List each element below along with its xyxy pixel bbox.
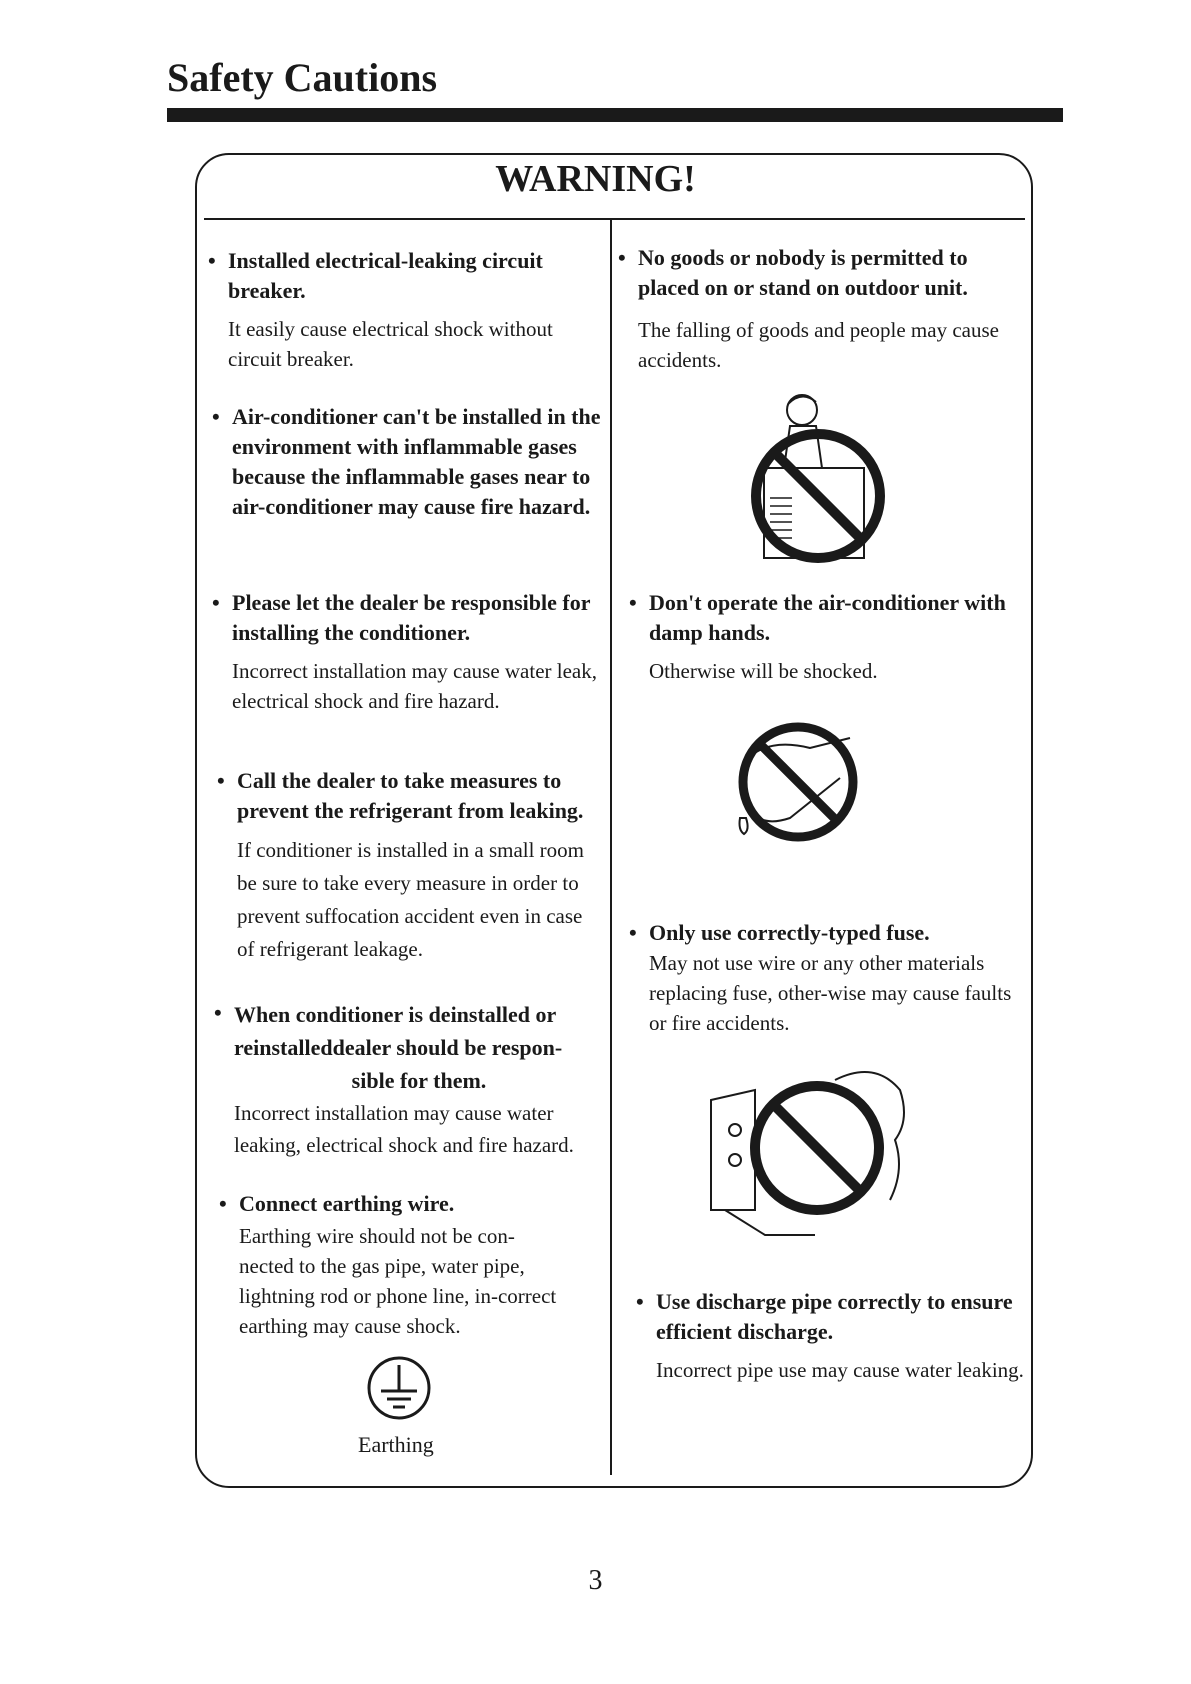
warning-item-fuse	[629, 918, 1024, 1038]
bullet: •	[214, 1000, 222, 1025]
item-heading-continued: sible for them.	[351, 1068, 487, 1093]
item-description: It easily cause electrical shock without circuit breaker.	[228, 317, 553, 371]
item-description: The falling of goods and people may cause accidents.	[638, 318, 999, 372]
item-description: Otherwise will be shocked.	[649, 659, 878, 683]
item-heading: Only use correctly-typed fuse.	[649, 920, 930, 945]
item-heading: No goods or nobody is permitted to placed on or stand on outdoor unit.	[638, 245, 968, 300]
warning-item-dealer-install	[212, 588, 607, 716]
warning-item-damp-hands	[629, 588, 1019, 686]
item-description: If conditioner is installed in a small room be sure to take every measure in order to prevent suffocation accident even in case of refrigerant leakage.	[237, 838, 585, 961]
earthing-caption: Earthing	[358, 1432, 434, 1457]
no-damp-hands-illustration	[730, 718, 880, 848]
bullet: •	[219, 1191, 227, 1216]
item-heading: Don't operate the air-conditioner with damp hands.	[649, 590, 1006, 645]
warning-item-inflammable-gases	[212, 402, 607, 522]
warning-item-earthing	[219, 1189, 569, 1341]
bullet: •	[636, 1289, 644, 1314]
item-heading: Connect earthing wire.	[239, 1191, 455, 1216]
page-number: 3	[588, 1565, 603, 1596]
item-heading: Please let the dealer be responsible for installing the conditioner.	[232, 590, 591, 645]
bullet: •	[618, 245, 626, 270]
no-wire-fuse-illustration	[705, 1060, 915, 1240]
warning-item-deinstall	[214, 998, 604, 1161]
bullet: •	[208, 248, 216, 273]
item-description: Incorrect pipe use may cause water leaking.	[656, 1358, 1024, 1382]
item-description: Incorrect installation may cause water leak, electrical shock and fire hazard.	[232, 659, 597, 713]
item-heading: Use discharge pipe correctly to ensure efficient discharge.	[656, 1289, 1013, 1344]
warning-heading-rule	[204, 218, 1025, 220]
column-divider	[610, 219, 612, 1475]
item-description: May not use wire or any other materials replacing fuse, other-wise may cause faults or fire accidents.	[649, 951, 1012, 1035]
warning-item-refrigerant-leak	[217, 766, 597, 966]
item-heading: Installed electrical-leaking circuit breaker.	[228, 248, 543, 303]
prohibition-icon	[742, 388, 892, 568]
no-standing-on-unit-illustration	[742, 388, 892, 568]
item-heading: Call the dealer to take measures to prevent the refrigerant from leaking.	[237, 768, 584, 823]
item-description: Earthing wire should not be con-nected to the gas pipe, water pipe, lightning rod or phone line, in-correct earthing may cause shock.	[239, 1224, 557, 1338]
bullet: •	[629, 590, 637, 615]
item-heading: When conditioner is deinstalled or reinstalleddealer should be respon-	[234, 1002, 563, 1060]
earthing-symbol	[366, 1355, 432, 1421]
item-heading: Air-conditioner can't be installed in the environment with inflammable gases because the inflammable gases near to air-conditioner may cause fire hazard.	[232, 404, 601, 519]
page-title: Safety Cautions	[167, 55, 438, 100]
bullet: •	[217, 768, 225, 793]
prohibition-icon	[730, 718, 880, 848]
warning-item-circuit-breaker	[208, 246, 588, 374]
earthing-icon	[366, 1355, 432, 1421]
warning-item-outdoor-unit	[618, 243, 1008, 375]
title-rule	[167, 108, 1063, 122]
item-description: Incorrect installation may cause water leaking, electrical shock and fire hazard.	[234, 1101, 574, 1157]
bullet: •	[629, 920, 637, 945]
bullet: •	[212, 590, 220, 615]
prohibition-icon	[705, 1060, 915, 1240]
bullet: •	[212, 404, 220, 429]
warning-item-discharge-pipe	[636, 1287, 1026, 1385]
warning-heading: WARNING!	[495, 158, 696, 200]
